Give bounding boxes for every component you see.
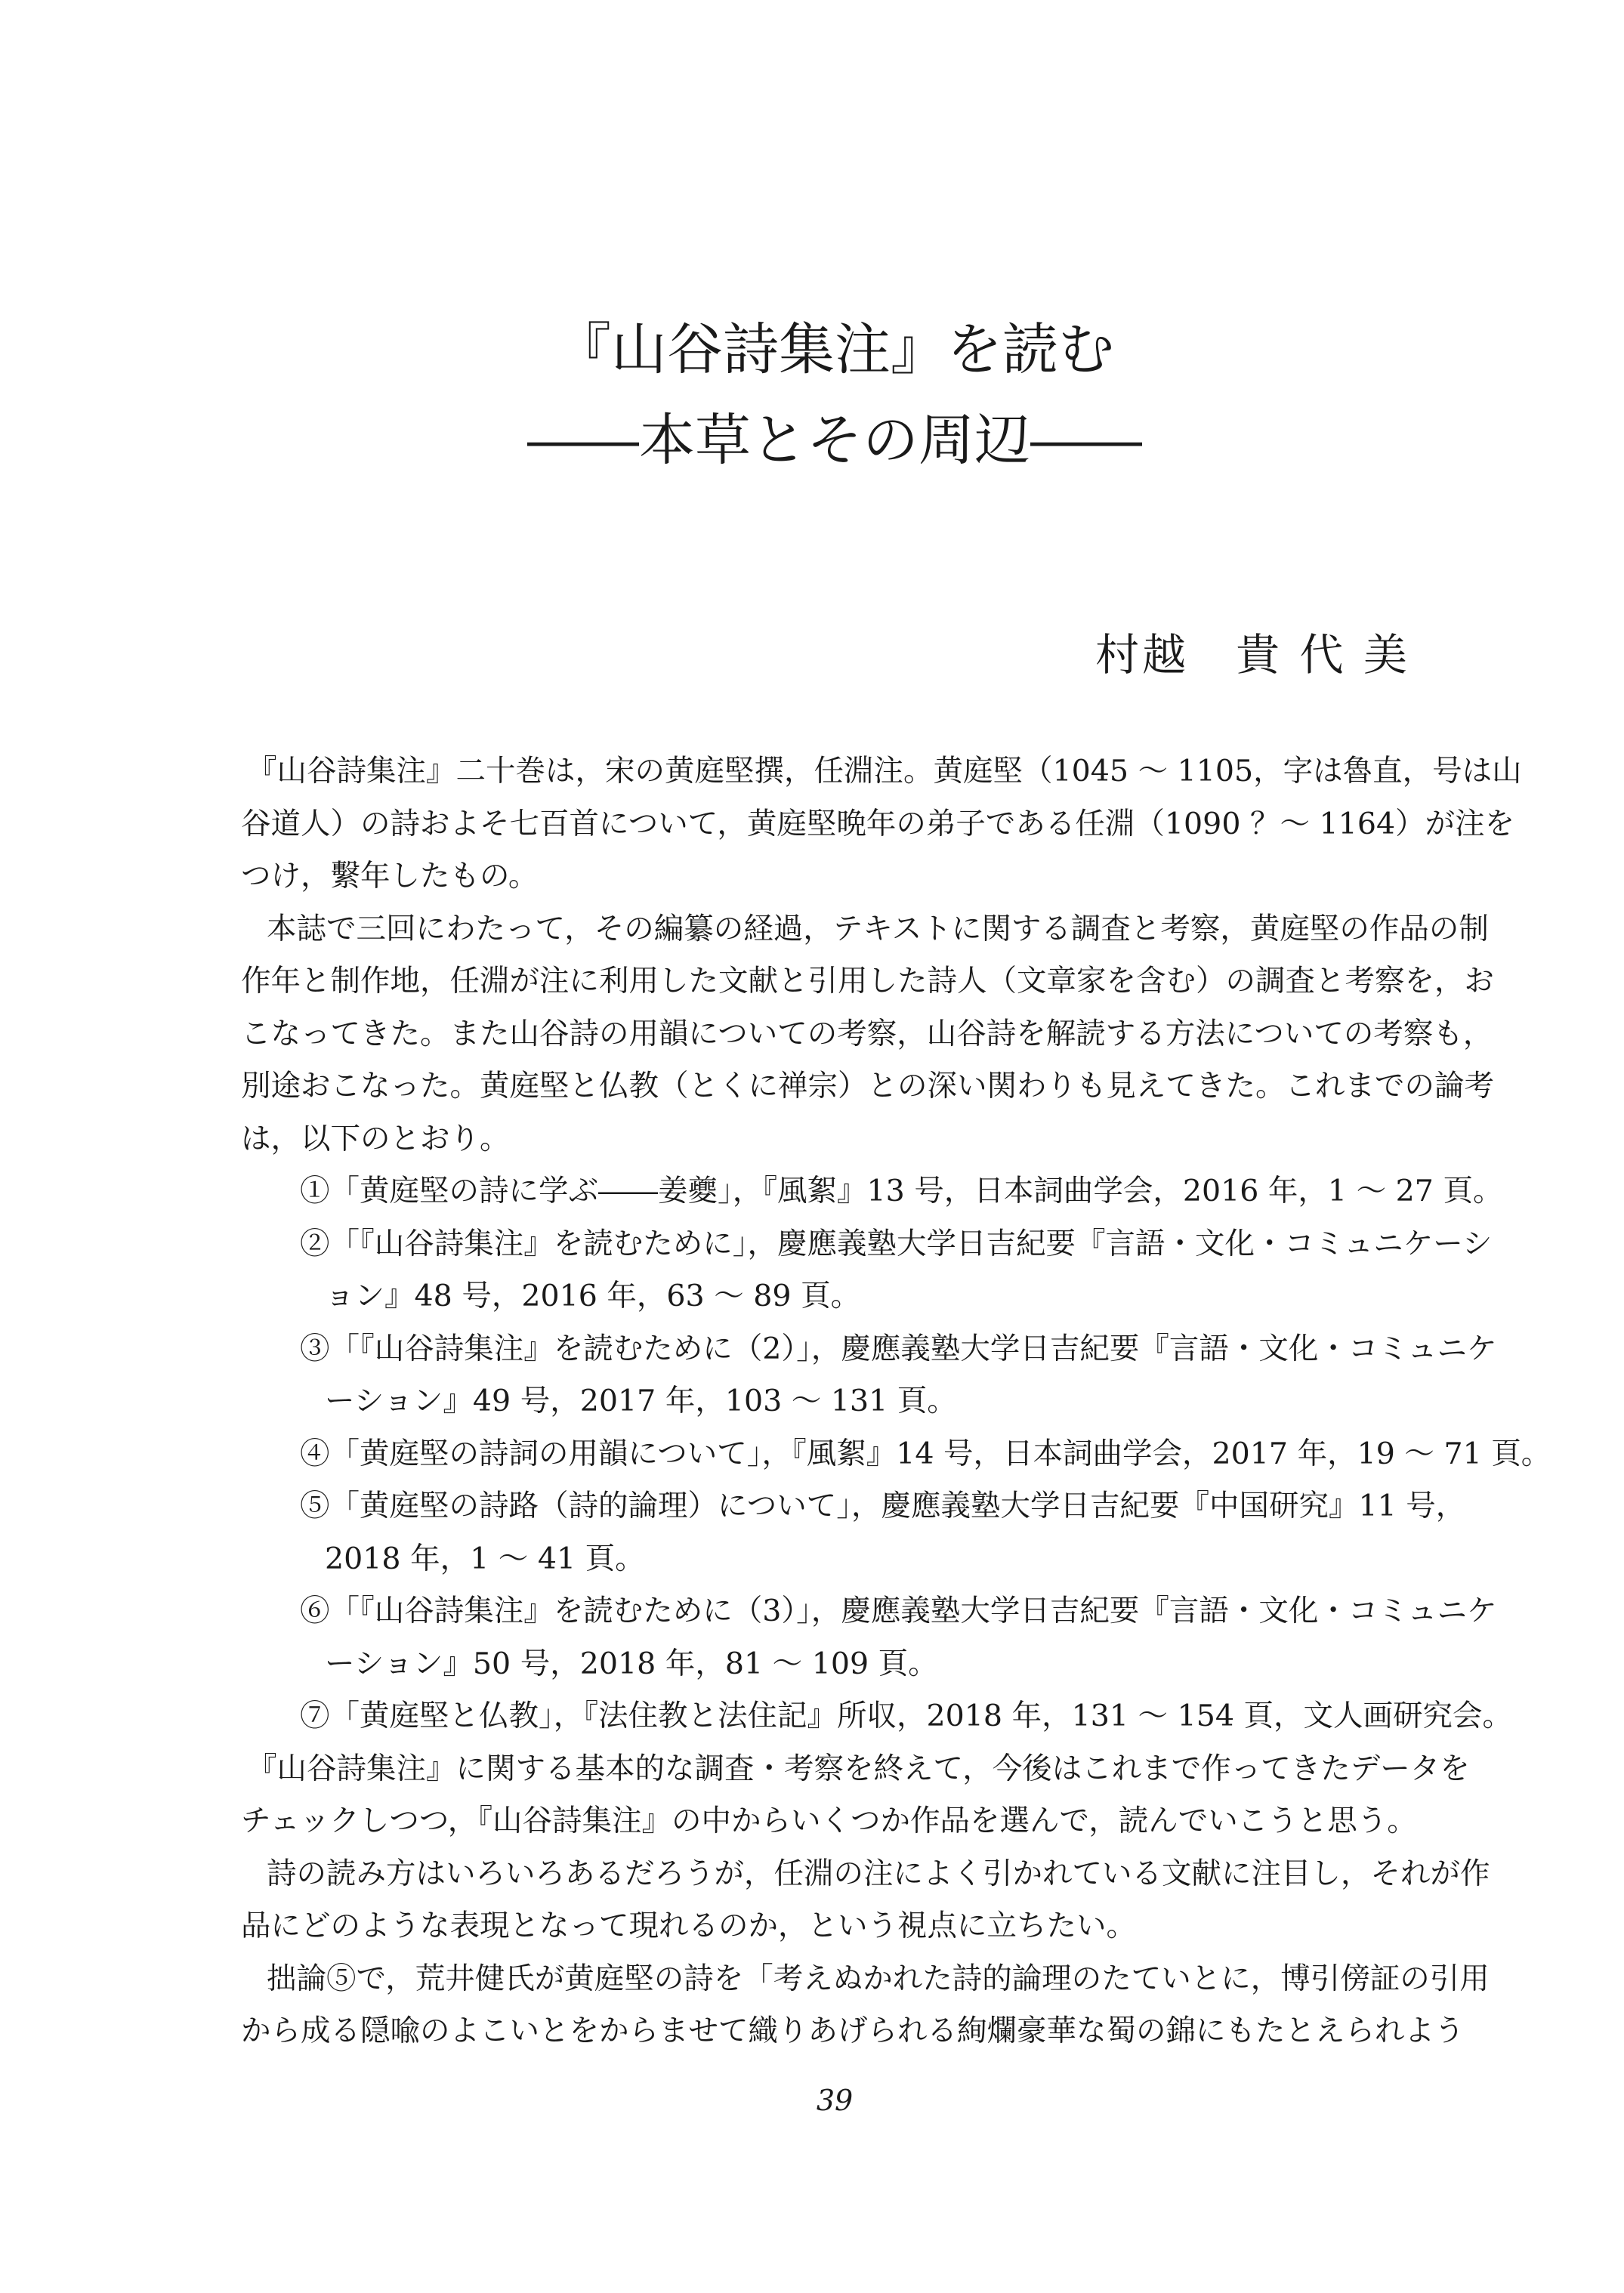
body-line: こなってきた。また山谷詩の用韻についての考察，山谷詩を解読する方法についての考察も， — [241, 1016, 1493, 1051]
article-body — [241, 745, 1551, 2058]
body-line: 本誌で三回にわたって，その編纂の経過，テキストに関する調査と考察，黄庭堅の作品の制 — [267, 911, 1489, 946]
reference-item-continued: 2018 年，1 ～ 41 頁。 — [325, 1541, 645, 1576]
article-title: 『山谷詩集注』を読む — [555, 317, 1114, 382]
body-line: 『山谷詩集注』二十巻は，宋の黄庭堅撰，任淵注。黄庭堅（1045 ～ 1105，字は魯直，号は山 — [247, 754, 1522, 789]
reference-item: ④「黄庭堅の詩詞の用韻について」，『風絮』14 号，日本詞曲学会，2017 年，19 ～ 71 頁。 — [300, 1436, 1551, 1471]
body-line: 詩の読み方はいろいろあるだろうが，任淵の注によく引かれている文献に注目し，それが作 — [267, 1856, 1490, 1891]
body-line: 拙論⑤で，荒井健氏が黄庭堅の詩を「考えぬかれた詩的論理のたていとに，博引傍証の引用 — [267, 1961, 1490, 1996]
article-subtitle: ――本草とその周辺―― — [527, 408, 1142, 473]
body-line: 『山谷詩集注』に関する基本的な調査・考察を終えて，今後はこれまで作ってきたデータを — [247, 1751, 1470, 1786]
reference-item: ⑦「黄庭堅と仏教」，『法住教と法住記』所収，2018 年，131 ～ 154 頁，文人画研究会。 — [300, 1699, 1513, 1733]
body-line: つけ，繫年したもの。 — [241, 859, 539, 893]
body-line: は，以下のとおり。 — [241, 1121, 510, 1156]
reference-item-continued: ーション』49 号，2017 年，103 ～ 131 頁。 — [325, 1384, 957, 1418]
reference-item-continued: ョン』48 号，2016 年，63 ～ 89 頁。 — [325, 1279, 861, 1313]
reference-item-continued: ーション』50 号，2018 年，81 ～ 109 頁。 — [325, 1646, 938, 1681]
author-name: 村越 貴 代 美 — [1095, 629, 1410, 680]
body-line: チェックしつつ，『山谷詩集注』の中からいくつか作品を選んで，読んでいこうと思う。 — [241, 1804, 1417, 1838]
body-line: 谷道人）の詩およそ七百首について，黄庭堅晩年の弟子である任淵（1090 ？～ 1164）が注を — [241, 806, 1515, 841]
body-line: 品にどのような表現となって現れるのか，という視点に立ちたい。 — [241, 1909, 1136, 1943]
reference-item: ②「『山谷詩集注』を読むために」，慶應義塾大学日吉紀要『言語・文化・コミュニケーシ — [300, 1226, 1493, 1261]
reference-item: ⑥「『山谷詩集注』を読むために（3）」，慶應義塾大学日吉紀要『言語・文化・コミュニケ — [300, 1594, 1497, 1628]
reference-item: ⑤「黄庭堅の詩路（詩的論理）について」，慶應義塾大学日吉紀要『中国研究』11 号， — [300, 1489, 1466, 1523]
body-line: から成る隠喩のよこいとをからませて織りあげられる絢爛豪華な蜀の錦にもたとえられよう — [241, 2014, 1465, 2048]
reference-item: ①「黄庭堅の詩に学ぶ――姜夔」，『風絮』13 号，日本詞曲学会，2016 年，1 ～ 27 頁。 — [300, 1174, 1503, 1208]
body-line: 作年と制作地，任淵が注に利用した文献と引用した詩人（文章家を含む）の調査と考察を，お — [241, 964, 1494, 998]
body-line: 別途おこなった。黄庭堅と仏教（とくに禅宗）との深い関わりも見えてきた。これまでの論考 — [241, 1069, 1494, 1103]
reference-item: ③「『山谷詩集注』を読むために（2）」，慶應義塾大学日吉紀要『言語・文化・コミュニケ — [300, 1331, 1497, 1366]
page-number: 39 — [816, 2084, 854, 2117]
